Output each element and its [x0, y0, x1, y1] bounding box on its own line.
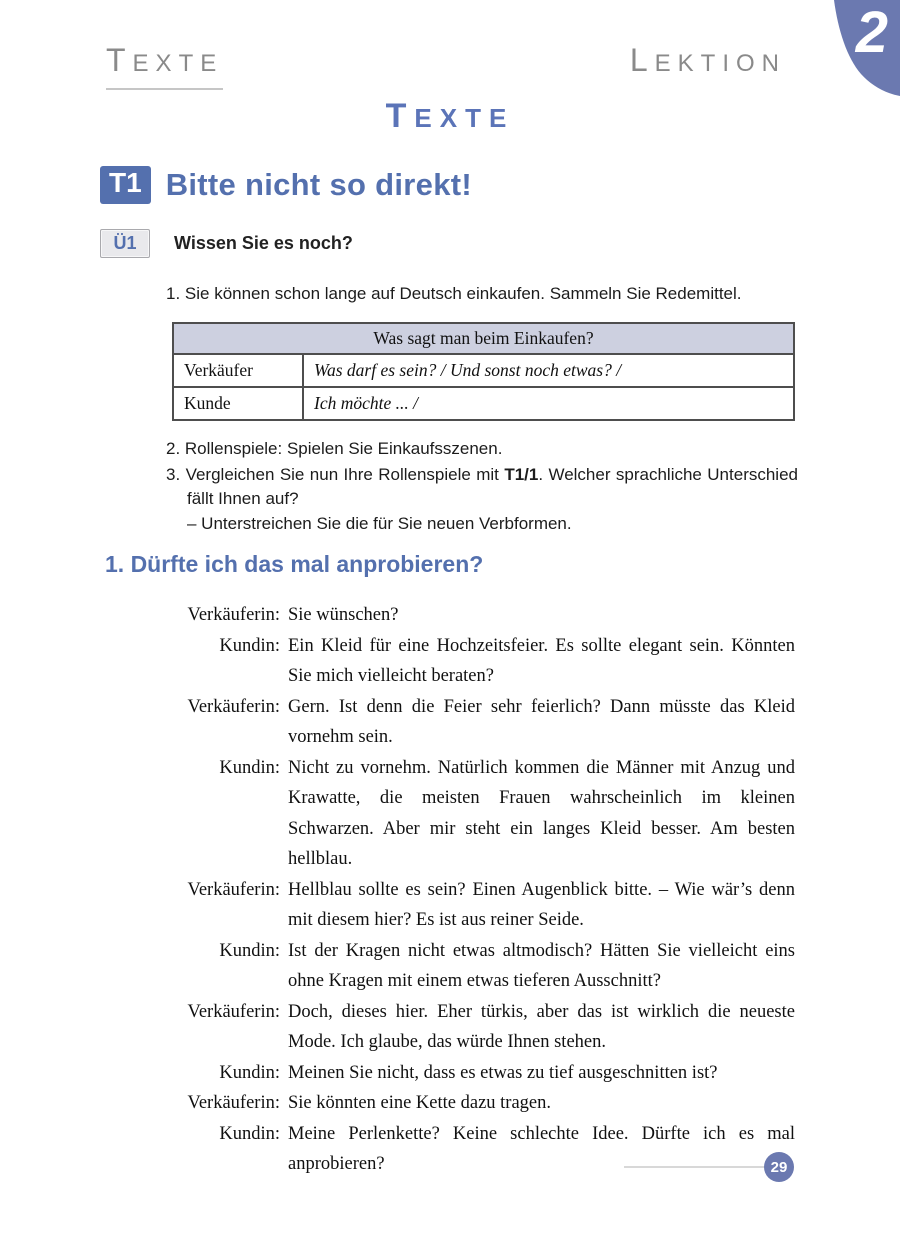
page-number-badge: 29	[764, 1152, 794, 1182]
table-header-row	[173, 323, 794, 354]
running-head-left: TEXTE	[106, 42, 223, 90]
dialogue-speaker: Kundin:	[219, 757, 280, 778]
dialogue-text: Ein Kleid für eine Hochzeitsfeier. Es sollte elegant sein. Könnten Sie mich vielleicht beraten?	[288, 635, 795, 686]
table-row-value: Ich möchte ... /	[303, 387, 794, 420]
table-row	[173, 354, 794, 387]
dialogue-speaker: Verkäuferin:	[187, 879, 280, 900]
task-item-3-post: . Welcher sprachliche Unterschied fällt Ihnen auf?	[187, 464, 798, 508]
table-row-label: Kunde	[173, 387, 303, 420]
t1-title: Bitte nicht so direkt!	[165, 166, 472, 202]
dialogue-speaker: Kundin:	[219, 1062, 280, 1083]
dialogue-text: Doch, dieses hier. Eher türkis, aber das ist wirklich die neueste Mode. Ich glaube, das würde Ihnen stehen.	[288, 1001, 795, 1052]
dialogue-turn	[170, 1058, 795, 1089]
dialogue-speaker: Verkäuferin:	[187, 605, 280, 625]
dialogue-speaker: Kundin:	[219, 635, 280, 656]
t1-badge: T1	[100, 166, 151, 204]
lesson-corner-shape	[790, 0, 900, 100]
dialogue	[170, 600, 795, 1180]
dialogue-text: Meine Perlenkette? Keine schlechte Idee. Dürfte ich es mal anprobieren?	[288, 1123, 795, 1174]
dialogue-text: Ist der Kragen nicht etwas altmodisch? Hätten Sie vielleicht eins ohne Kragen mit einem etwas tieferen Ausschnitt?	[288, 940, 795, 991]
dialogue-turn	[170, 753, 795, 875]
u1-badge: Ü1	[100, 229, 150, 258]
dialogue-speaker: Kundin:	[219, 940, 280, 961]
task-list	[166, 437, 798, 536]
dialogue-turn	[170, 600, 795, 631]
dialogue-speaker: Verkäuferin:	[187, 696, 280, 717]
u1-heading-row	[100, 229, 353, 258]
u1-title: Wissen Sie es noch?	[174, 233, 353, 253]
task-item-3-sub: – Unterstreichen Sie die für Sie neuen Verbformen.	[187, 513, 572, 533]
dialogue-turn	[170, 875, 795, 936]
dialogue-speaker: Kundin:	[219, 1123, 280, 1144]
task-item-2: 2. Rollenspiele: Spielen Sie Einkaufsszenen.	[166, 439, 503, 458]
dialogue-turn	[170, 692, 795, 753]
footer-divider-line	[624, 1166, 774, 1168]
dialogue-text: Sie könnten eine Kette dazu tragen.	[288, 1093, 552, 1113]
lesson-number: 2	[855, 0, 888, 65]
task-item-1: 1. Sie können schon lange auf Deutsch einkaufen. Sammeln Sie Redemittel.	[166, 284, 742, 303]
dialog-section-title: 1. Dürfte ich das mal anprobieren?	[105, 551, 484, 577]
dialogue-turn	[170, 631, 795, 692]
dialogue-text: Nicht zu vornehm. Natürlich kommen die Männer mit Anzug und Krawatte, die meisten Frauen wahrscheinlich im kleinen Schwarzen. Aber mir steht ein langes Kleid besser. Am besten hellblau.	[288, 757, 795, 869]
dialogue-turn	[170, 1119, 795, 1180]
dialogue-turn	[170, 997, 795, 1058]
page-title: TEXTE	[385, 97, 515, 135]
dialogue-speaker: Verkäuferin:	[187, 1001, 280, 1022]
dialogue-text: Hellblau sollte es sein? Einen Augenblick bitte. – Wie wär’s denn mit diesem hier? Es ist aus reiner Seide.	[288, 879, 795, 930]
running-head-right: LEKTION	[629, 42, 786, 78]
table-row-value: Was darf es sein? / Und sonst noch etwas? /	[303, 354, 794, 387]
task-item-3	[166, 463, 798, 512]
dialogue-turn	[170, 1088, 795, 1119]
table-row	[173, 387, 794, 420]
table-row-label: Verkäufer	[173, 354, 303, 387]
table-header-cell: Was sagt man beim Einkaufen?	[173, 323, 794, 354]
dialogue-text: Sie wünschen?	[288, 605, 399, 625]
dialogue-speaker: Verkäuferin:	[187, 1093, 280, 1113]
redemittel-table	[172, 322, 795, 421]
dialogue-text: Gern. Ist denn die Feier sehr feierlich? Dann müsste das Kleid vornehm sein.	[288, 696, 795, 747]
dialogue-turn	[170, 936, 795, 997]
task-item-3-pre: 3. Vergleichen Sie nun Ihre Rollenspiele mit	[166, 464, 505, 484]
task-item-3-reference: T1/1	[504, 464, 539, 484]
dialogue-text: Meinen Sie nicht, dass es etwas zu tief ausgeschnitten ist?	[288, 1062, 718, 1083]
t1-heading-row	[100, 166, 472, 204]
